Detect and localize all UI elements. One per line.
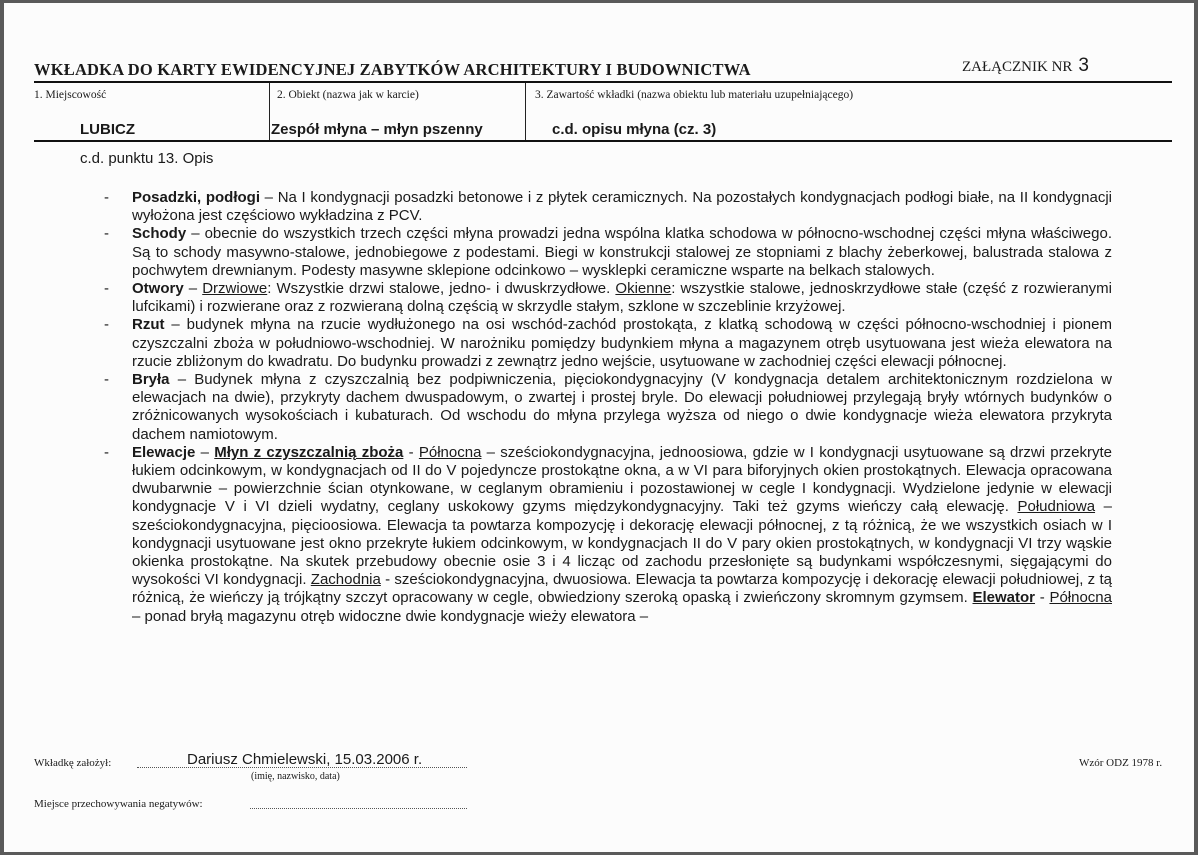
- list-item: [104, 189, 1112, 225]
- list-dash: -: [104, 443, 109, 461]
- form-template-label: Wzór ODZ 1978 r.: [1079, 757, 1163, 769]
- record-sheet: [4, 3, 1194, 852]
- field-value-object: Zespół młyna – młyn pszenny: [271, 121, 483, 138]
- item-text: -: [1035, 589, 1050, 607]
- list-dash: -: [104, 316, 109, 334]
- field-label-locality: 1. Miejscowość: [34, 89, 107, 101]
- item-subheading: Południowa: [1017, 498, 1096, 516]
- item-subheading: Północna: [418, 443, 482, 461]
- item-text: : wszystkie stalowe, jednoskrzydłowe stałe (część z rozwieranymi lufcikami) i rozwierane oraz z rozwieraną dolną częścią w skrzydle stałym, szklone w szczeblinie krzyżowej.: [132, 280, 1112, 316]
- field-label-content: 3. Zawartość wkładki (nazwa obiektu lub materiału uzupełniającego): [535, 89, 854, 101]
- section-heading: c.d. punktu 13. Opis: [80, 150, 214, 167]
- item-title: Posadzki, podłogi: [132, 189, 261, 206]
- annex-label: [962, 55, 1089, 77]
- item-text: - sześciokondygnacyjna, dwuosiowa. Elewacja ta powtarza kompozycję i dekorację elewacji południowej, z tą różnicą, że wieńczy ją trójkątny szczyt opracowany w cegle, obwiedziony szeroką opaską i zwieńczony skromnym gzymsem.: [132, 571, 1112, 607]
- item-text: – Na I kondygnacji posadzki betonowe i z płytek ceramicznych. Na pozostałych kondygnacjach podłogi białe, na II kondygnacji wyłożona jest częściowo wykładzina z PCV.: [132, 189, 1112, 225]
- field-value-content: c.d. opisu młyna (cz. 3): [552, 121, 717, 138]
- list-item: [104, 280, 1112, 316]
- item-text: – sześciokondygnacyjna, pięcioosiowa. Elewacja ta powtarza kompozycję i dekorację elewacji północnej, z tą różnicą, że we wszystkich osiach w I kondygnacji usytuowane jest okno przekryte łukiem odcinkowym, w kondygnacjach II do V pary okien prostokątnych, w kondygnacji VI trzy wąskie okienka prostokątne. Na skutek przebudowy obecnie osie 3 i 4 licząc od zachodu przesłonięte są budynkami współczesnymi, sięgającymi do wysokości VI kondygnacji.: [132, 498, 1112, 589]
- negatives-storage-label: Miejsce przechowywania negatywów:: [34, 798, 203, 810]
- item-text: – budynek młyna na rzucie wydłużonego na osi wschód-zachód prostokąta, z klatką schodową w części północno-wschodniej i pionem czyszczalni zboża w południowo-wschodniej. W narożniku pomiędzy budynkiem młyna a magazynem otręb usytuowana jest wieża elewatora na rzucie zbliżonym do kwadratu. Do budynku prowadzi z zewnątrz jedno wejście, usytuowane w zachodniej części elewacji północnej.: [132, 316, 1112, 370]
- list-dash: -: [104, 189, 109, 206]
- item-subheading: Elewator: [972, 589, 1036, 607]
- item-text: – ponad bryłą magazynu otręb widoczne dwie kondygnacje wieży elewatora –: [132, 607, 649, 625]
- description-list: [104, 189, 1112, 626]
- item-text: – Budynek młyna z czyszczalnią bez podpiwniczenia, pięciokondygnacyjny (V kondygnacja detalem architektonicznym rozdzielona w elewacjach na dwie), przykryty dachem dwuspadowym, o zwartej i prostej bryle. Do elewacji południowej przylegają bryły wtórnych budynków o zróżnicowanych wysokościach i kubaturach. Od wschodu do młyna przylega wyższa od niego o dwie kondygnacje wieża elewatora przykryta dachem namiotowym.: [132, 371, 1112, 443]
- item-text: – sześciokondygnacyjna, jednoosiowa, gdzie w I kondygnacji usytuowane są drzwi przekryte łukiem odcinkowym, w kondygnacjach od II do V pojedyncze prostokątne okna, a w VI para biforyjnych okien prostokątnych. Elewacja opracowana dwubarwnie – powierzchnie ścian otynkowane, w ceglanym obramieniu i pozostawionej w cegle I kondygnacji. Wydzielone jedynie w elewacji kondygnacje V i VI dzieli wydatny, ceglany uskokowy gzyms międzykondygnacyjny. Taki też gzyms wieńczy całą elewację.: [132, 443, 1112, 516]
- created-by-label: Wkładkę założył:: [34, 757, 112, 769]
- item-text: -: [403, 443, 419, 461]
- item-text: – obecnie do wszystkich trzech części młyna prowadzi jedna wspólna klatka schodowa w północno-wschodnej części młyna właściwego. Są to schody masywno-stalowe, jednobiegowe z podestami. Biegi w konstrukcji stalowej ze stopniami z blachy żeberkowej, balustrada stalowa z pochwytem drewnianym. Podesty masywne sklepione odcinkowo – wysklepki ceramiczne wsparte na belkach stalowych.: [132, 225, 1112, 279]
- field-value-locality: LUBICZ: [80, 121, 135, 138]
- field-divider-2: [525, 83, 526, 140]
- item-title: Otwory: [132, 280, 184, 298]
- item-title: Bryła: [132, 371, 170, 389]
- list-dash: -: [104, 280, 109, 298]
- item-title: Rzut: [132, 316, 165, 334]
- item-text: –: [195, 443, 215, 461]
- item-text: –: [183, 280, 203, 298]
- item-title: Schody: [132, 225, 187, 243]
- list-dash: -: [104, 371, 109, 389]
- list-item: [104, 316, 1112, 371]
- list-item: [104, 444, 1112, 626]
- header-top-rule: [34, 81, 1172, 83]
- header-bottom-rule: [34, 140, 1172, 142]
- form-title: WKŁADKA DO KARTY EWIDENCYJNEJ ZABYTKÓW ARCHITEKTURY I BUDOWNICTWA: [34, 60, 751, 79]
- annex-label-text: ZAŁĄCZNIK NR: [962, 59, 1073, 75]
- negatives-storage-dotted-line: [250, 808, 467, 809]
- created-by-caption: (imię, nazwisko, data): [251, 771, 340, 782]
- item-subheading: Północna: [1049, 589, 1112, 607]
- item-subheading: Młyn z czyszczalnią zboża: [214, 443, 404, 461]
- list-dash: -: [104, 225, 109, 243]
- item-subheading: Drzwiowe: [202, 280, 268, 298]
- field-label-object: 2. Obiekt (nazwa jak w karcie): [277, 89, 419, 101]
- field-divider-1: [269, 83, 270, 140]
- item-text: : Wszystkie drzwi stalowe, jedno- i dwuskrzydłowe.: [267, 280, 616, 298]
- list-item: [104, 371, 1112, 444]
- item-title: Elewacje: [132, 443, 196, 461]
- item-subheading: Zachodnia: [310, 571, 381, 589]
- item-subheading: Okienne: [615, 280, 672, 298]
- list-item: [104, 225, 1112, 280]
- annex-number: 3: [1078, 55, 1089, 76]
- created-by-value: Dariusz Chmielewski, 15.03.2006 r.: [187, 751, 423, 768]
